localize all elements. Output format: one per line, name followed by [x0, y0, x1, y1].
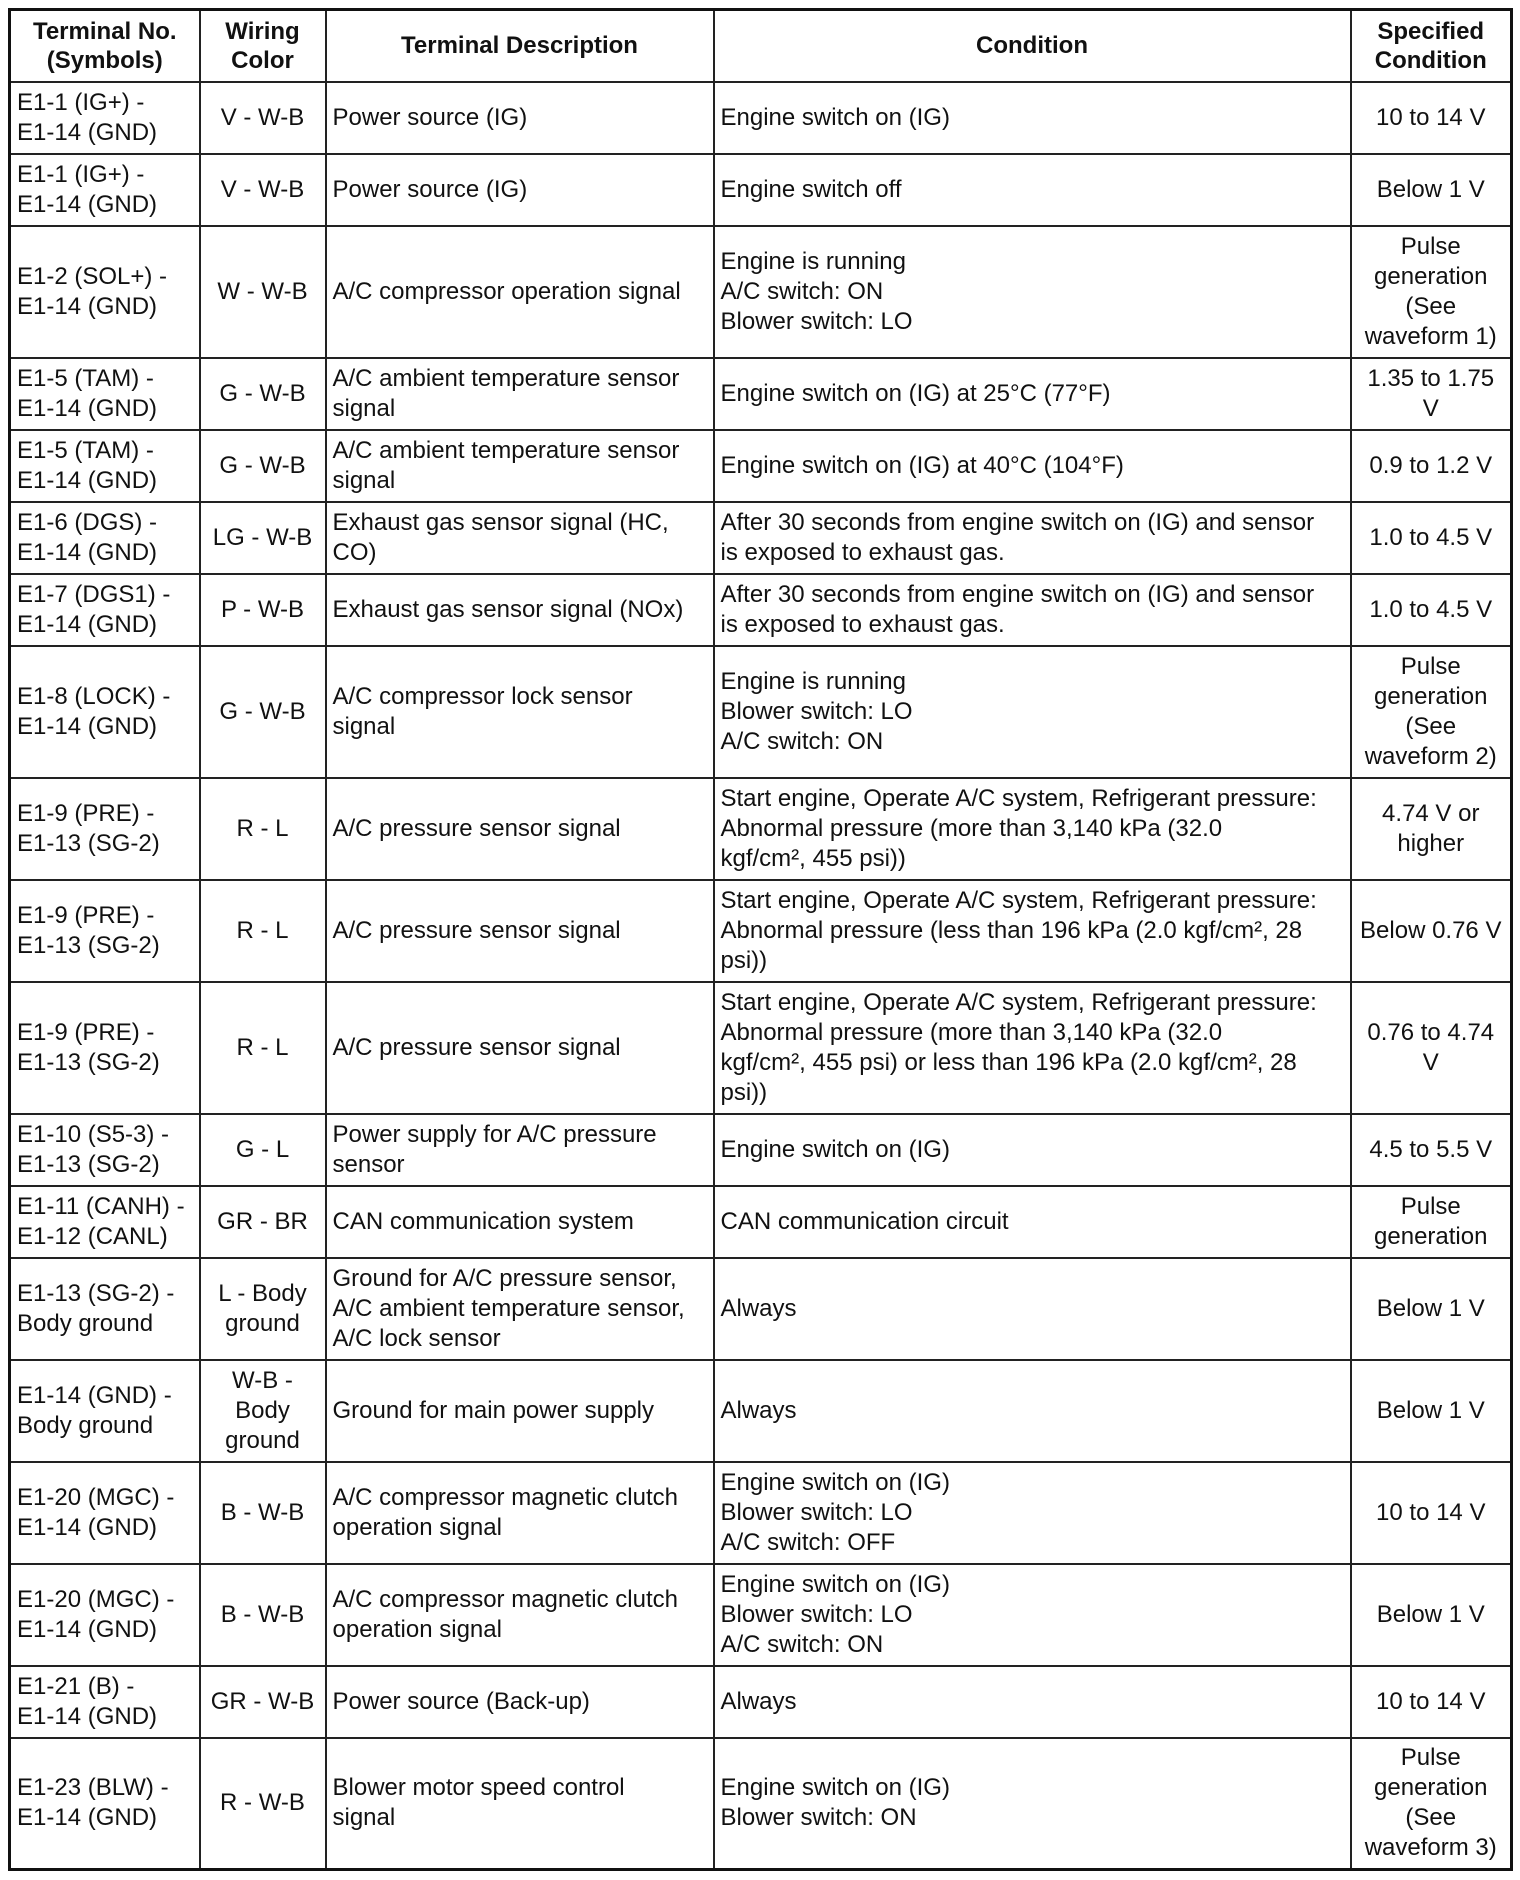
- cell-line: E1-8 (LOCK) -: [17, 682, 171, 710]
- cell-specified-condition: [1351, 778, 1512, 880]
- cell-line: E1-14 (GND): [17, 466, 158, 494]
- cell-line: Engine switch on (IG) at 25°C (77°F): [720, 379, 1111, 407]
- cell-line: A/C switch: ON: [720, 277, 884, 305]
- cell-terminal: [10, 82, 200, 154]
- cell-line: signal: [332, 712, 396, 740]
- cell-line: 1.0 to 4.5 V: [1369, 595, 1493, 623]
- cell-line: E1-14 (GND): [17, 1615, 158, 1643]
- cell-terminal: [10, 1564, 200, 1666]
- cell-line: Power source (IG): [332, 103, 528, 131]
- cell-terminal: [10, 880, 200, 982]
- table-row: [10, 82, 1512, 154]
- cell-line: V - W-B: [220, 103, 305, 131]
- cell-line: E1-23 (BLW) -: [17, 1774, 169, 1802]
- cell-wiring-color: [200, 82, 326, 154]
- cell-line: Engine switch on (IG) at 40°C (104°F): [720, 451, 1124, 479]
- cell-line: A/C switch: ON: [720, 727, 884, 755]
- cell-wiring-color: [200, 358, 326, 430]
- cell-terminal: [10, 154, 200, 226]
- cell-line: A/C ambient temperature sensor,: [332, 1294, 685, 1322]
- cell-line: B - W-B: [220, 1600, 305, 1628]
- table-row: [10, 1738, 1512, 1870]
- cell-line: E1-5 (TAM) -: [17, 436, 154, 464]
- cell-terminal: [10, 778, 200, 880]
- cell-line: Engine switch on (IG): [720, 1570, 950, 1598]
- header-wiring-color: Wiring Color: [200, 10, 326, 82]
- cell-specified-condition: [1351, 1666, 1512, 1738]
- cell-line: 1.0 to 4.5 V: [1369, 523, 1493, 551]
- cell-line: W - W-B: [217, 277, 308, 305]
- table-row: [10, 1186, 1512, 1258]
- cell-line: generation: [1374, 262, 1488, 290]
- cell-line: A/C compressor operation signal: [332, 277, 681, 305]
- cell-terminal: [10, 358, 200, 430]
- cell-line: kgf/cm², 455 psi) or less than 196 kPa (2.0 kgf/cm², 28: [720, 1048, 1297, 1076]
- cell-line: Pulse: [1400, 232, 1461, 260]
- cell-line: Below 1 V: [1376, 175, 1485, 203]
- cell-specified-condition: [1351, 1462, 1512, 1564]
- cell-line: R - L: [236, 1033, 289, 1061]
- cell-line: Pulse: [1400, 652, 1461, 680]
- cell-line: E1-14 (GND) -: [17, 1381, 172, 1409]
- cell-line: 0.76 to 4.74: [1367, 1018, 1495, 1046]
- cell-terminal: [10, 1114, 200, 1186]
- header-condition: Condition: [714, 10, 1351, 82]
- cell-line: Engine switch off: [720, 175, 902, 203]
- cell-line: L - Body: [218, 1279, 307, 1307]
- cell-description: [326, 1462, 714, 1564]
- cell-line: A/C pressure sensor signal: [332, 1033, 621, 1061]
- cell-line: R - L: [236, 814, 289, 842]
- cell-line: Engine is running: [720, 247, 906, 275]
- cell-terminal: [10, 430, 200, 502]
- table-row: [10, 574, 1512, 646]
- cell-line: A/C switch: OFF: [720, 1528, 896, 1556]
- cell-line: E1-11 (CANH) -: [17, 1192, 185, 1220]
- cell-line: E1-14 (GND): [17, 1702, 158, 1730]
- cell-line: Engine is running: [720, 667, 906, 695]
- cell-wiring-color: [200, 154, 326, 226]
- cell-line: A/C pressure sensor signal: [332, 814, 621, 842]
- cell-specified-condition: [1351, 154, 1512, 226]
- cell-condition: [714, 880, 1351, 982]
- cell-specified-condition: [1351, 1360, 1512, 1462]
- cell-line: Power source (IG): [332, 175, 528, 203]
- cell-line: E1-14 (GND): [17, 712, 158, 740]
- cell-line: Below 1 V: [1376, 1294, 1485, 1322]
- cell-line: Ground for A/C pressure sensor,: [332, 1264, 677, 1292]
- cell-description: [326, 502, 714, 574]
- cell-line: E1-9 (PRE) -: [17, 1018, 155, 1046]
- cell-line: CAN communication circuit: [720, 1207, 1009, 1235]
- table-row: [10, 1666, 1512, 1738]
- cell-wiring-color: [200, 1258, 326, 1360]
- cell-line: waveform 3): [1364, 1834, 1497, 1862]
- cell-line: signal: [332, 466, 396, 494]
- cell-wiring-color: [200, 430, 326, 502]
- cell-description: [326, 1564, 714, 1666]
- cell-line: is exposed to exhaust gas.: [720, 538, 1005, 566]
- cell-line: R - W-B: [220, 1789, 305, 1817]
- cell-line: V: [1422, 1048, 1439, 1076]
- cell-description: [326, 1360, 714, 1462]
- cell-line: A/C compressor magnetic clutch: [332, 1483, 678, 1511]
- cell-condition: [714, 358, 1351, 430]
- cell-condition: [714, 1564, 1351, 1666]
- cell-line: E1-7 (DGS1) -: [17, 580, 171, 608]
- cell-line: E1-13 (SG-2): [17, 1150, 160, 1178]
- cell-line: Power supply for A/C pressure: [332, 1120, 657, 1148]
- table-row: [10, 154, 1512, 226]
- cell-line: Abnormal pressure (more than 3,140 kPa (32.0: [720, 814, 1223, 842]
- cell-condition: [714, 778, 1351, 880]
- cell-line: E1-13 (SG-2): [17, 931, 160, 959]
- cell-line: ground: [225, 1309, 300, 1337]
- table-row: [10, 982, 1512, 1114]
- cell-line: E1-9 (PRE) -: [17, 799, 155, 827]
- table-row: [10, 1258, 1512, 1360]
- cell-line: generation: [1374, 682, 1488, 710]
- cell-line: Body ground: [17, 1411, 154, 1439]
- cell-specified-condition: [1351, 358, 1512, 430]
- cell-terminal: [10, 1186, 200, 1258]
- cell-line: E1-1 (IG+) -: [17, 160, 145, 188]
- cell-line: CO): [332, 538, 377, 566]
- cell-description: [326, 1666, 714, 1738]
- cell-description: [326, 982, 714, 1114]
- cell-line: Start engine, Operate A/C system, Refrigerant pressure:: [720, 784, 1317, 812]
- cell-description: [326, 358, 714, 430]
- cell-specified-condition: [1351, 574, 1512, 646]
- cell-line: psi)): [720, 946, 768, 974]
- cell-line: E1-20 (MGC) -: [17, 1585, 175, 1613]
- cell-line: 10 to 14 V: [1376, 103, 1486, 131]
- cell-condition: [714, 226, 1351, 358]
- cell-description: [326, 1114, 714, 1186]
- cell-line: Blower switch: ON: [720, 1804, 917, 1832]
- cell-wiring-color: [200, 502, 326, 574]
- cell-specified-condition: [1351, 880, 1512, 982]
- cell-line: Below 0.76 V: [1360, 916, 1502, 944]
- cell-line: G - W-B: [219, 451, 306, 479]
- cell-terminal: [10, 982, 200, 1114]
- cell-wiring-color: [200, 1360, 326, 1462]
- table-row: [10, 1462, 1512, 1564]
- cell-specified-condition: [1351, 1186, 1512, 1258]
- cell-line: Abnormal pressure (more than 3,140 kPa (32.0: [720, 1018, 1223, 1046]
- cell-line: Below 1 V: [1376, 1396, 1485, 1424]
- cell-line: Always: [720, 1687, 797, 1715]
- cell-line: 1.35 to 1.75: [1367, 364, 1495, 392]
- cell-specified-condition: [1351, 82, 1512, 154]
- cell-description: [326, 82, 714, 154]
- cell-line: 0.9 to 1.2 V: [1369, 451, 1493, 479]
- cell-terminal: [10, 502, 200, 574]
- cell-line: E1-14 (GND): [17, 190, 158, 218]
- table-row: [10, 1114, 1512, 1186]
- cell-line: Body: [235, 1396, 290, 1424]
- cell-condition: [714, 1186, 1351, 1258]
- cell-specified-condition: [1351, 1738, 1512, 1870]
- cell-terminal: [10, 646, 200, 778]
- header-terminal: Terminal No. (Symbols): [10, 10, 200, 82]
- cell-line: Always: [720, 1294, 797, 1322]
- cell-wiring-color: [200, 1462, 326, 1564]
- table-row: [10, 226, 1512, 358]
- cell-description: [326, 574, 714, 646]
- cell-specified-condition: [1351, 1114, 1512, 1186]
- cell-line: Blower switch: LO: [720, 1498, 913, 1526]
- cell-line: G - W-B: [219, 697, 306, 725]
- cell-wiring-color: [200, 646, 326, 778]
- table-row: [10, 430, 1512, 502]
- cell-description: [326, 430, 714, 502]
- cell-line: P - W-B: [220, 595, 305, 623]
- cell-line: 4.74 V or: [1382, 799, 1480, 827]
- cell-line: Engine switch on (IG): [720, 1135, 950, 1163]
- cell-line: After 30 seconds from engine switch on (IG) and sensor: [720, 508, 1315, 536]
- cell-line: W-B -: [232, 1366, 293, 1394]
- cell-line: LG - W-B: [212, 523, 313, 551]
- cell-condition: [714, 154, 1351, 226]
- cell-line: G - L: [235, 1135, 290, 1163]
- cell-line: E1-5 (TAM) -: [17, 364, 154, 392]
- cell-description: [326, 154, 714, 226]
- cell-line: E1-21 (B) -: [17, 1672, 135, 1700]
- cell-wiring-color: [200, 574, 326, 646]
- table-row: [10, 358, 1512, 430]
- cell-line: Always: [720, 1396, 797, 1424]
- cell-condition: [714, 646, 1351, 778]
- cell-condition: [714, 1360, 1351, 1462]
- cell-line: (See: [1405, 292, 1457, 320]
- cell-condition: [714, 982, 1351, 1114]
- cell-wiring-color: [200, 1666, 326, 1738]
- cell-description: [326, 1258, 714, 1360]
- cell-line: E1-14 (GND): [17, 118, 158, 146]
- cell-line: waveform 2): [1364, 742, 1497, 770]
- header-row: [10, 10, 1512, 82]
- cell-line: Blower switch: LO: [720, 307, 913, 335]
- cell-line: E1-14 (GND): [17, 538, 158, 566]
- cell-line: Abnormal pressure (less than 196 kPa (2.0 kgf/cm², 28: [720, 916, 1303, 944]
- cell-line: E1-13 (SG-2) -: [17, 1279, 175, 1307]
- cell-line: A/C compressor magnetic clutch: [332, 1585, 678, 1613]
- cell-description: [326, 778, 714, 880]
- cell-wiring-color: [200, 1186, 326, 1258]
- cell-condition: [714, 1258, 1351, 1360]
- cell-line: E1-14 (GND): [17, 292, 158, 320]
- cell-line: Engine switch on (IG): [720, 1468, 950, 1496]
- cell-line: Engine switch on (IG): [720, 1774, 950, 1802]
- cell-terminal: [10, 1462, 200, 1564]
- terminal-table-container: [8, 8, 1510, 1871]
- cell-specified-condition: [1351, 982, 1512, 1114]
- cell-wiring-color: [200, 1738, 326, 1870]
- cell-condition: [714, 1666, 1351, 1738]
- cell-line: R - L: [236, 916, 289, 944]
- cell-line: higher: [1397, 829, 1465, 857]
- cell-line: 10 to 14 V: [1376, 1687, 1486, 1715]
- cell-condition: [714, 502, 1351, 574]
- cell-line: ground: [225, 1426, 300, 1454]
- cell-line: Below 1 V: [1376, 1600, 1485, 1628]
- table-row: [10, 880, 1512, 982]
- cell-line: E1-12 (CANL): [17, 1222, 168, 1250]
- cell-line: operation signal: [332, 1513, 502, 1541]
- cell-line: Engine switch on (IG): [720, 103, 950, 131]
- cell-specified-condition: [1351, 226, 1512, 358]
- cell-line: A/C ambient temperature sensor: [332, 364, 680, 392]
- cell-line: generation: [1374, 1222, 1488, 1250]
- table-row: [10, 646, 1512, 778]
- cell-condition: [714, 1738, 1351, 1870]
- header-terminal-description: Terminal Description: [326, 10, 714, 82]
- cell-line: E1-2 (SOL+) -: [17, 262, 168, 290]
- cell-description: [326, 1738, 714, 1870]
- cell-line: E1-14 (GND): [17, 610, 158, 638]
- cell-specified-condition: [1351, 502, 1512, 574]
- cell-line: B - W-B: [220, 1498, 305, 1526]
- cell-terminal: [10, 1738, 200, 1870]
- cell-wiring-color: [200, 1114, 326, 1186]
- cell-line: E1-13 (SG-2): [17, 829, 160, 857]
- cell-line: A/C switch: ON: [720, 1630, 884, 1658]
- cell-wiring-color: [200, 778, 326, 880]
- table-row: [10, 1564, 1512, 1666]
- cell-line: G - W-B: [219, 379, 306, 407]
- cell-condition: [714, 574, 1351, 646]
- cell-specified-condition: [1351, 1564, 1512, 1666]
- terminal-table: [8, 8, 1513, 1871]
- cell-line: is exposed to exhaust gas.: [720, 610, 1005, 638]
- cell-line: (See: [1405, 1804, 1457, 1832]
- cell-specified-condition: [1351, 430, 1512, 502]
- cell-line: psi)): [720, 1078, 768, 1106]
- cell-line: generation: [1374, 1774, 1488, 1802]
- cell-line: Blower switch: LO: [720, 1600, 913, 1628]
- table-row: [10, 502, 1512, 574]
- cell-terminal: [10, 1360, 200, 1462]
- cell-line: E1-14 (GND): [17, 1804, 158, 1832]
- cell-line: Pulse: [1400, 1744, 1461, 1772]
- cell-line: A/C pressure sensor signal: [332, 916, 621, 944]
- cell-line: Pulse: [1400, 1192, 1461, 1220]
- cell-line: signal: [332, 394, 396, 422]
- cell-line: V: [1422, 394, 1439, 422]
- cell-line: After 30 seconds from engine switch on (IG) and sensor: [720, 580, 1315, 608]
- cell-line: Exhaust gas sensor signal (NOx): [332, 595, 684, 623]
- cell-wiring-color: [200, 226, 326, 358]
- cell-line: GR - W-B: [210, 1687, 315, 1715]
- header-specified-condition: Specified Condition: [1351, 10, 1512, 82]
- table-row: [10, 1360, 1512, 1462]
- cell-line: E1-1 (IG+) -: [17, 88, 145, 116]
- cell-description: [326, 880, 714, 982]
- cell-terminal: [10, 1258, 200, 1360]
- cell-line: 4.5 to 5.5 V: [1369, 1135, 1493, 1163]
- cell-line: operation signal: [332, 1615, 502, 1643]
- cell-line: (See: [1405, 712, 1457, 740]
- cell-description: [326, 226, 714, 358]
- cell-condition: [714, 1462, 1351, 1564]
- cell-line: Blower motor speed control: [332, 1774, 625, 1802]
- cell-line: E1-14 (GND): [17, 1513, 158, 1541]
- cell-line: Exhaust gas sensor signal (HC,: [332, 508, 669, 536]
- cell-line: Ground for main power supply: [332, 1396, 654, 1424]
- cell-line: A/C ambient temperature sensor: [332, 436, 680, 464]
- cell-line: signal: [332, 1804, 396, 1832]
- cell-line: waveform 1): [1364, 322, 1497, 350]
- cell-wiring-color: [200, 982, 326, 1114]
- table-body: [10, 82, 1512, 1870]
- cell-line: A/C compressor lock sensor: [332, 682, 633, 710]
- cell-terminal: [10, 574, 200, 646]
- cell-line: 10 to 14 V: [1376, 1498, 1486, 1526]
- cell-specified-condition: [1351, 646, 1512, 778]
- cell-line: CAN communication system: [332, 1207, 634, 1235]
- cell-line: Blower switch: LO: [720, 697, 913, 725]
- cell-line: E1-13 (SG-2): [17, 1048, 160, 1076]
- cell-line: A/C lock sensor: [332, 1324, 501, 1352]
- cell-condition: [714, 82, 1351, 154]
- cell-line: kgf/cm², 455 psi)): [720, 844, 906, 872]
- cell-terminal: [10, 1666, 200, 1738]
- cell-description: [326, 1186, 714, 1258]
- cell-line: Start engine, Operate A/C system, Refrigerant pressure:: [720, 988, 1317, 1016]
- cell-line: Power source (Back-up): [332, 1687, 590, 1715]
- cell-line: Start engine, Operate A/C system, Refrigerant pressure:: [720, 886, 1317, 914]
- cell-line: Body ground: [17, 1309, 154, 1337]
- cell-line: E1-6 (DGS) -: [17, 508, 158, 536]
- cell-wiring-color: [200, 880, 326, 982]
- cell-description: [326, 646, 714, 778]
- cell-line: V - W-B: [220, 175, 305, 203]
- cell-line: sensor: [332, 1150, 405, 1178]
- cell-terminal: [10, 226, 200, 358]
- table-row: [10, 778, 1512, 880]
- cell-line: E1-14 (GND): [17, 394, 158, 422]
- cell-condition: [714, 430, 1351, 502]
- cell-wiring-color: [200, 1564, 326, 1666]
- cell-specified-condition: [1351, 1258, 1512, 1360]
- cell-line: E1-20 (MGC) -: [17, 1483, 175, 1511]
- cell-line: GR - BR: [217, 1207, 308, 1235]
- cell-line: E1-9 (PRE) -: [17, 901, 155, 929]
- cell-line: E1-10 (S5-3) -: [17, 1120, 170, 1148]
- cell-condition: [714, 1114, 1351, 1186]
